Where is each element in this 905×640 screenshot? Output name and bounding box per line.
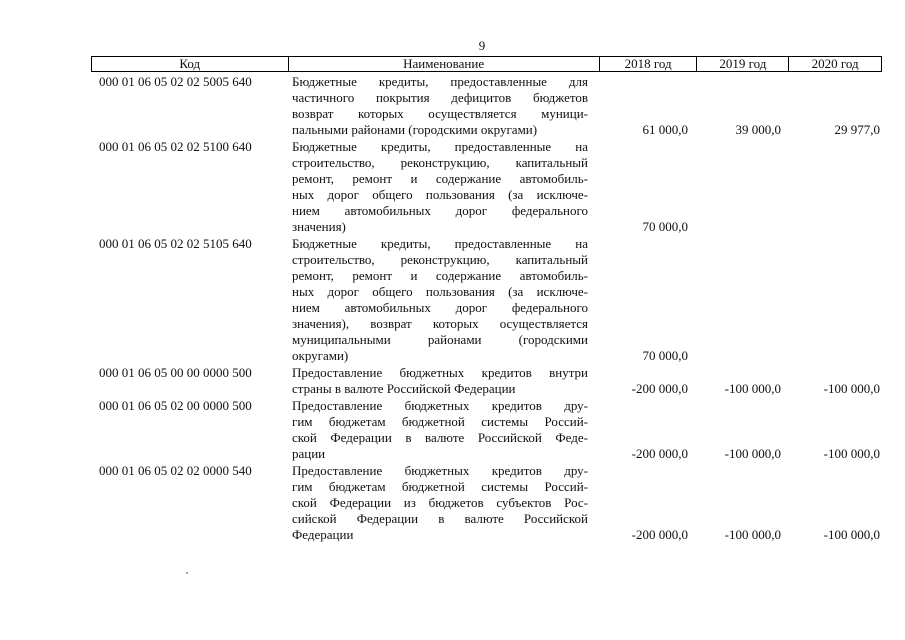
- row-name-line: Бюджетные кредиты, предоставленные для: [292, 74, 588, 89]
- row-name-line: строительство, реконструкцию, капитальный: [292, 252, 588, 267]
- row-name-line: округами): [292, 348, 349, 363]
- value-2020: -100 000,0: [823, 381, 880, 396]
- value-2019: 39 000,0: [735, 122, 781, 137]
- value-2020: -100 000,0: [823, 446, 880, 461]
- row-name-line: Бюджетные кредиты, предоставленные на: [292, 139, 588, 154]
- row-code: 000 01 06 05 02 02 5105 640: [99, 236, 252, 251]
- header-2020: 2020 год: [811, 56, 859, 71]
- value-2018: 70 000,0: [642, 348, 688, 363]
- row-name-line: Предоставление бюджетных кредитов дру-: [292, 463, 588, 478]
- row-name-line: строительство, реконструкцию, капитальный: [292, 155, 588, 170]
- row-code: 000 01 06 05 00 00 0000 500: [99, 365, 252, 380]
- row-name-line: страны в валюте Российской Федерации: [292, 381, 516, 396]
- row-code: 000 01 06 05 02 02 5005 640: [99, 74, 252, 89]
- table-row: [0, 365, 905, 397]
- row-name-line: гим бюджетам бюджетной системы Россий-: [292, 414, 588, 429]
- row-name-line: пальными районами (городскими округами): [292, 122, 538, 137]
- value-2018: -200 000,0: [631, 446, 688, 461]
- row-name-line: Бюджетные кредиты, предоставленные на: [292, 236, 588, 251]
- table-row: [0, 236, 905, 364]
- row-name-line: нием автомобильных дорог федерального: [292, 300, 588, 315]
- row-name-line: ской Федерации в валюте Российской Феде-: [292, 430, 588, 445]
- header-2019: 2019 год: [697, 57, 789, 71]
- row-name-line: значения): [292, 219, 346, 234]
- row-name: [292, 74, 588, 138]
- table-row: [0, 139, 905, 235]
- value-2019: -100 000,0: [724, 527, 781, 542]
- row-name-line: Федерации: [292, 527, 354, 542]
- row-name: [292, 398, 588, 462]
- row-code: 000 01 06 05 02 02 5100 640: [99, 139, 252, 154]
- row-name: [292, 236, 588, 364]
- row-name-line: гим бюджетам бюджетной системы Россий-: [292, 479, 588, 494]
- table-row: [0, 463, 905, 543]
- row-name-line: сийской Федерации в валюте Российской: [292, 511, 588, 526]
- row-name-line: ремонт, ремонт и содержание автомобиль-: [292, 268, 588, 283]
- row-name-line: ных дорог общего пользования (за исключе-: [292, 284, 588, 299]
- table-row: [0, 74, 905, 138]
- row-name-line: рации: [292, 446, 326, 461]
- header-2018: 2018 год: [600, 57, 698, 71]
- header-name: Наименование: [289, 57, 600, 71]
- value-2019: -100 000,0: [724, 381, 781, 396]
- value-2018: 70 000,0: [642, 219, 688, 234]
- page-number: 9: [478, 38, 486, 53]
- row-name-line: частичного покрытия дефицитов бюджетов: [292, 90, 588, 105]
- row-name-line: ных дорог общего пользования (за исключе-: [292, 187, 588, 202]
- row-name-line: нием автомобильных дорог федерального: [292, 203, 588, 218]
- row-code: 000 01 06 05 02 02 0000 540: [99, 463, 252, 478]
- table-row: [0, 398, 905, 462]
- row-name-line: Предоставление бюджетных кредитов дру-: [292, 398, 588, 413]
- table-header: [91, 56, 882, 72]
- row-code: 000 01 06 05 02 00 0000 500: [99, 398, 252, 413]
- row-name-line: муниципальными районами (городскими: [292, 332, 588, 347]
- row-name-line: возврат которых осуществляется муници-: [292, 106, 588, 121]
- row-name-line: Предоставление бюджетных кредитов внутри: [292, 365, 588, 380]
- value-2018: -200 000,0: [631, 381, 688, 396]
- header-code: Код: [92, 57, 289, 71]
- row-name: [292, 139, 588, 235]
- value-2020: 29 977,0: [834, 122, 880, 137]
- scan-speck: [186, 572, 188, 574]
- value-2019: -100 000,0: [724, 446, 781, 461]
- value-2018: 61 000,0: [642, 122, 688, 137]
- row-name-line: ремонт, ремонт и содержание автомобиль-: [292, 171, 588, 186]
- row-name: [292, 463, 588, 543]
- row-name-line: ской Федерации из бюджетов субъектов Рос-: [292, 495, 588, 510]
- row-name: [292, 365, 588, 397]
- value-2018: -200 000,0: [631, 527, 688, 542]
- row-name-line: значения), возврат которых осуществляется: [292, 316, 588, 331]
- value-2020: -100 000,0: [823, 527, 880, 542]
